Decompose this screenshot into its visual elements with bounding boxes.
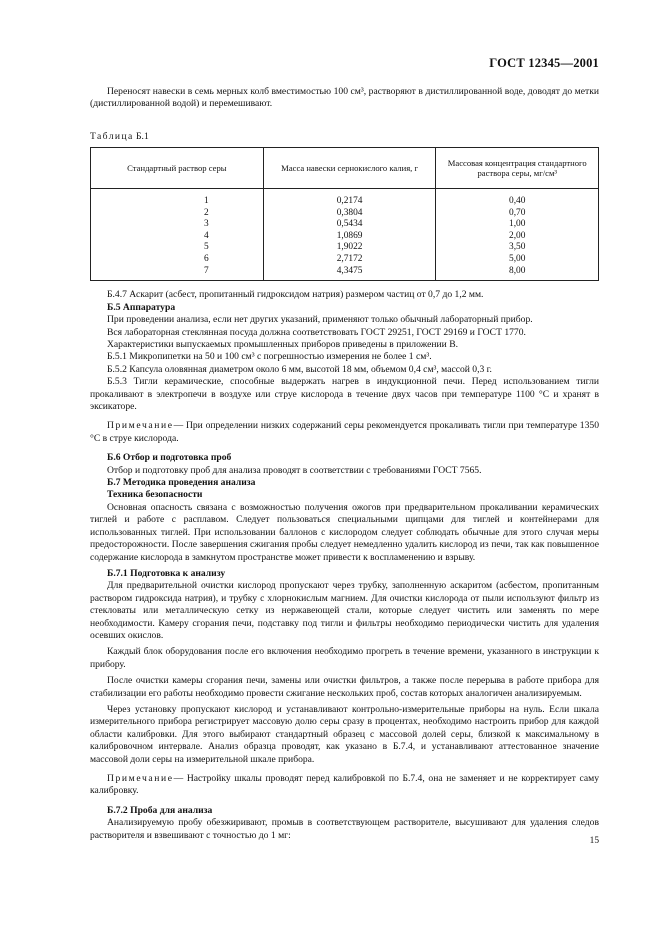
table-cell: 0,3804: [263, 207, 436, 219]
table-cell: 8,00: [436, 265, 599, 281]
note-1: [90, 420, 599, 445]
table-cell: 1,00: [436, 218, 599, 230]
table-cell: 4,3475: [263, 265, 436, 281]
table-cell: 6: [91, 253, 264, 265]
intro-paragraph: Переносят навески в семь мерных колб вместимостью 100 см³, растворяют в дистиллированной воде, доводят до метки (дистиллированной водой) и перемешивают.: [90, 86, 599, 110]
standard-code-header: ГОСТ 12345—2001: [489, 56, 599, 70]
note-2: [90, 773, 599, 798]
table-row: [91, 189, 599, 207]
page-number: 15: [589, 836, 599, 846]
table-cell: 0,2174: [263, 189, 436, 207]
table-row: [91, 253, 599, 265]
b5-paragraph-2: Вся лабораторная стеклянная посуда должна соответствовать ГОСТ 29251, ГОСТ 29169 и ГОСТ 1770.: [107, 326, 526, 338]
clause-b53: Б.5.3 Тигли керамические, способные выдержать нагрев в индукционной печи. Перед использованием тигли прокаливают в электропечи в воздухе или струе кислорода в течение двух часов при температуре 1100 °С и хранят в эксикаторе.: [90, 376, 599, 413]
table-cell: 1: [91, 189, 264, 207]
table-caption: [90, 131, 599, 143]
table-cell: 1,9022: [263, 242, 436, 254]
b71-paragraph-1: Для предварительной очистки кислород пропускают через трубку, заполненную аскаритом (асбестом, пропитанным раствором гидроксида натрия), и трубку с хлорнокислым магнием. Для очистки кислорода от пыли используют фильтр из стекловаты или металлическую сетку из нержавеющей стали, которые следует чистить или заменять по мере необходимости. Камеру сгорания печи, подставку под тигли и фильтры необходимо периодически чистить для удаления осевших окислов.: [90, 580, 599, 641]
table-row: [91, 265, 599, 281]
safety-heading: Техника безопасности: [107, 489, 203, 501]
page-content: [90, 86, 599, 842]
table-cell: 5: [91, 242, 264, 254]
note-label: Примечание: [107, 773, 174, 784]
table-cell: 3,50: [436, 242, 599, 254]
table-cell: 0,40: [436, 189, 599, 207]
table-cell: 7: [91, 265, 264, 281]
safety-paragraph: Основная опасность связана с возможностью получения ожогов при предварительном прокаливании керамических тиглей и работе с расплавом. Следует пользоваться специальными щипцами для тиглей и контейнерами для использованных тиглей. При использовании баллонов с кислородом следует соблюдать обычные для этого случая меры предосторожности. После завершения сжигания пробы следует немедленно удалить кислород из печи, так как повышенное содержание кислорода в замкнутом пространстве может привести к воспламенению и взрыву.: [90, 501, 599, 563]
table-cell: 5,00: [436, 253, 599, 265]
table-header-cell: Массовая концентрация стандартного раствора серы, мг/см³: [436, 148, 599, 189]
table-header-cell: Масса навески сернокислого калия, г: [263, 148, 436, 189]
section-heading-b72: Б.7.2 Проба для анализа: [107, 804, 213, 816]
note-label: Примечание: [107, 420, 174, 432]
table-header-row: [91, 148, 599, 189]
b71-paragraph-2: Каждый блок оборудования после его включения необходимо прогреть в течение времени, указанного в инструкции к прибору.: [90, 646, 599, 670]
b71-paragraph-3: После очистки камеры сгорания печи, замены или очистки фильтров, а также после перерыва в работе прибора для стабилизации его работы необходимо провести сжигание нескольких проб, состав которых аналогичен анализируемым.: [90, 675, 599, 699]
clause-b51: Б.5.1 Микропипетки на 50 и 100 см³ с погрешностью измерения не более 1 см³.: [107, 351, 432, 363]
table-cell: 0,70: [436, 207, 599, 219]
table-row: [91, 218, 599, 230]
clause-b47: Б.4.7 Аскарит (асбест, пропитанный гидроксидом натрия) размером частиц от 0,7 до 1,2 мм.: [107, 289, 484, 301]
section-heading-b5: Б.5 Аппаратура: [107, 301, 176, 313]
table-cell: 2,00: [436, 230, 599, 242]
table-caption-label: Таблица: [90, 130, 134, 142]
note-text: — При определении низких содержаний серы рекомендуется прокаливать тигли при температуре 1350 °С в струе кислорода.: [90, 420, 599, 444]
table-cell: 1,0869: [263, 230, 436, 242]
section-heading-b7: Б.7 Методика проведения анализа: [107, 477, 256, 489]
table-row: [91, 230, 599, 242]
b5-paragraph-1: При проведении анализа, если нет других указаний, применяют только обычный лабораторный прибор.: [107, 314, 533, 326]
standard-solutions-table: [90, 147, 599, 281]
table-cell: 3: [91, 218, 264, 230]
clause-b52: Б.5.2 Капсула оловянная диаметром около 6 мм, высотой 18 мм, объемом 0,4 см³, массой 0,3 г.: [107, 363, 492, 375]
b71-paragraph-4: Через установку пропускают кислород и устанавливают контрольно-измерительные приборы на нуль. Если шкала измерительного прибора регистрирует массовую долю серы сразу в процентах, необходимо настроить прибор для каждой области калибровки. Для этого выбирают стандартный образец с массовой долей серы, близкой к максимальному в калибровочном интервале. Анализ образца проводят, как указано в Б.7.4, и устанавливают аттестованное значение массовой доли серы на измерительной шкале прибора.: [90, 703, 599, 765]
table-cell: 0,5434: [263, 218, 436, 230]
b6-paragraph: Отбор и подготовку проб для анализа проводят в соответствии с требованиями ГОСТ 7565.: [107, 464, 482, 476]
section-heading-b71: Б.7.1 Подготовка к анализу: [107, 567, 226, 579]
section-heading-b6: Б.6 Отбор и подготовка проб: [107, 452, 232, 464]
table-cell: 2: [91, 207, 264, 219]
b5-paragraph-3: Характеристики выпускаемых промышленных приборов приведены в приложении В.: [107, 339, 459, 350]
table-cell: 4: [91, 230, 264, 242]
table-header-cell: Стандартный раствор серы: [91, 148, 264, 189]
table-cell: 2,7172: [263, 253, 436, 265]
table-caption-number: Б.1: [136, 130, 149, 142]
b72-paragraph: Анализируемую пробу обезжиривают, промыв в соответствующем растворителе, высушивают для удаления следов растворителя и взвешивают с точностью до 1 мг:: [90, 817, 599, 841]
table-row: [91, 207, 599, 219]
table-row: [91, 242, 599, 254]
note-text: — Настройку шкалы проводят перед калибровкой по Б.7.4, она не заменяет и не корректирует саму калибровку.: [90, 773, 599, 797]
